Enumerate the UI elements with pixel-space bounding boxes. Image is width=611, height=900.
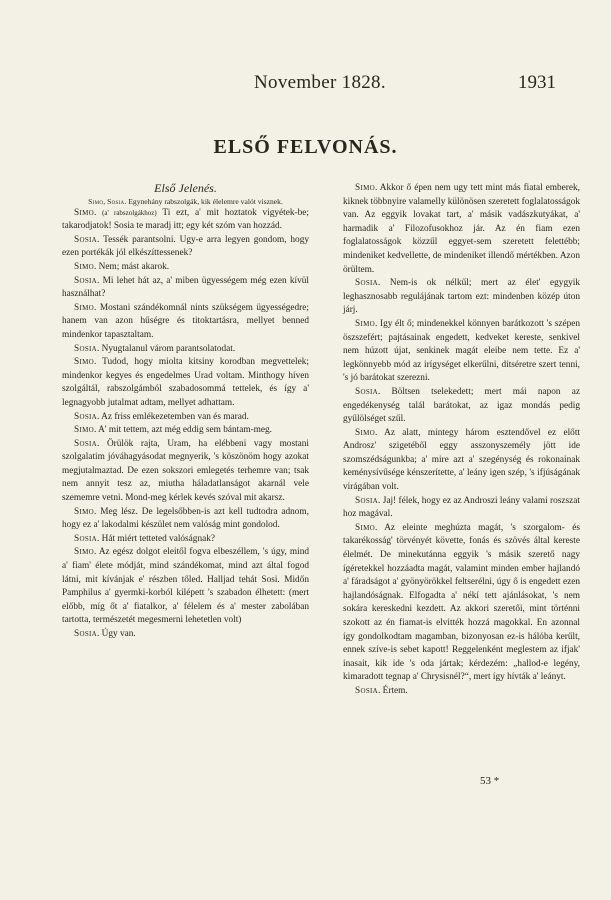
speaker-name: Sosia [355,278,379,289]
dialogue-text: Az eleinte meghúzta magát, 's szorgalom- és takarékosság' törvényét követte, fonás és szövés által kereste élelmét. De minekutánna eggyik 's másik szerető nagy ígéretekkel hozzáadta magát, valamint minden ember hajlandó a' fáradságot a' gyönyörökkel feltserélni, úgy ő is engedett ezen hajlandóságnak. Elfogadta a' nékí tett ajánlásokat, 's nem sokára kereskedni kezdett. Az akkori szeretői, mint történni szokott az én fiamat-is elvitték hozzá magokkal. En azonnal így gondolkodtam magamban, bizonyosan ez-is hálóba kerűlt, ennek szíve-is sebet kapott! Reggelenként meglestem az ifjak' inasait, kik ide 's oda jártak; kérdezém: „hallod-e legény, kimaradott tegnap a' Chrysisnél?“, mert így hívták a' leányt. [343,522,580,683]
dialogue-text: Meg lész. De legelsőbben-is azt kell tudtodra adnom, hogy ez a' lakodalmi készület nem valóság mint gondolod. [62,506,309,531]
speaker-name: Simo [355,318,375,329]
dialogue-paragraph: Sosia. Hát miért tetteted valóságnak? [74,533,215,544]
speaker-name: Simo [74,261,94,272]
dialogue-text: Akkor ő épen nem ugy tett mint más fiatal emberek, kiknek többnyire valamelly különösen szeretett foglalatosságok van. Az eggyik lovakat tart, a' másik vadászkutyákat, a' harmadik a' Filozofusokhoz jár. Az én fiam ezen foglalatosságok közzűl eggyet-sem szeretett felettébb; mindeniket kedvellette, de mindeniket illendő mértékben. Azon örültem. [343,183,580,275]
dialogue-paragraph: Sosia. Örülök rajta, Uram, ha elébbeni vagy mostani szolgalatim jóváhagyásodat megnyerik, 's köszönöm hogy azokat megjutalmaztad. De ezen sokszori emlegetés terhemre van; tsak nem annyit tesz az, miutha háladatlanságot akarnál vele szememre vetni. Mond-meg kérlek kevés szóval mit akarsz. [62,438,310,504]
dialogue-paragraph: Simo. Az alatt, mintegy három esztendővel ez előtt Androsz' szigetéből eggy asszonyszemély jött ide szomszédságunkba; a' mire azt a' szegénység és rokonainak keménysívűsége kénszerítette, a' leány igen szép, 's ifjúságának virágában volt. [343,427,580,493]
dialogue-paragraph: Simo. A' mit tettem, azt még eddig sem bántam-meg. [74,425,273,436]
speaker-name: Simo [74,425,94,436]
dialogue-paragraph: Simo. Az egész dolgot eleitől fogva elbeszéllem, 's úgy, mind a' fiam' élete módját, mind szándékomat, mind azt által fogod látni, mit kívánjak e' részben tőled. Halljad tehát Sosi. Midőn Pamphilus a' gyermki-korból kilépett 's szabadon élhetett: (mert előbb, míg őt a' fiatalkor, a' félelem és a' mester zabolában tartotta, természetét megesmerni lehetetlen volt) [62,547,309,626]
left-dialogue [62,207,309,642]
dialogue-paragraph: Simo. Tudod, hogy miolta kitsiny korodban megvettelek; mindenkor kegyes és engedelmes Urad voltam. Minthogy híven szolgáltál, rabszolgámból szabadosommá tettelek, és így a' legnagyobb jutalmat adtam, mellyet adhattam. [62,357,309,408]
dialogue-text: Mi lehet hát az, a' miben ügyességem még ezen kívül használhat? [62,275,309,300]
dialogue-text: Mostani szándékomnál nints szükségem ügyességedre; hanem van azon hűségre és titoktartásra, mellyet benned mindenkor tapasztaltam. [62,302,309,340]
speaker-name: Simo [74,547,94,558]
dialogue-text: Az egész dolgot eleitől fogva elbeszéllem, 's úgy, mind a' fiam' élete módját, mind szándékomat, mind azt által fogod látni, mit kívánjak e' részben tőled. Halljad tehát Sosi. Midőn Pamphilus a' gyermki-korból kilépett 's szabadon élhetett: (mert előbb, míg őt a' fiatalkor, a' félelem és a' mester zabolában tartotta, természetét megesmerni lehetetlen volt) [62,547,309,626]
dialogue-text: Nem-is ok nélkűl; mert az élet' egygyik leghasznosabb regulájának tartom ezt: mindenben közép úton járj. [343,278,580,316]
dialogue-paragraph: Simo. Az eleinte meghúzta magát, 's szorgalom- és takarékosság' törvényét követte, fonás és szövés által kereste élelmét. De minekutánna eggyik 's másik szerető nagy ígéretekkel hozzáadta magát, valamint minden ember hajlandó a' fáradságot a' gyönyörökkel feltserélni, úgy ő is engedett ezen hajlandóságnak. Elfogadta a' nékí tett ajánlásokat, 's nem sokára kereskedni kezdett. Az akkori szeretői, mint történni szokott az én fiamat-is elvitték hozzá magokkal. En azonnal így gondolkodtam magamban, bizonyosan ez-is hálóba kerűlt, ennek szíve-is sebet kapott! Reggelenként meglestem az ifjak' inasait, kik ide 's oda jártak; kérdezém: „hallod-e legény, kimaradott tegnap a' Chrysisnél?“, mert így hívták a' leányt. [343,522,580,683]
dialogue-paragraph: Simo. Igy élt ő; mindenekkel könnyen barátkozott 's szépen öszszefért; pajtásainak engedett, kedveket kereste, senkivel nem húzott újat, senkinek magát eleibe nem tette. Ez a' legkönnyebb mód az irígységet elkerűlni, ditséretre szert tenni, 's jó barátokat szerezni. [343,318,580,384]
dialogue-paragraph: Sosia. Értem. [355,685,408,696]
dialogue-paragraph: Sosia. Úgy van. [74,629,136,639]
dialogue-text: Hát miért tetteted valóságnak? [101,533,215,544]
cast-rest: . Egynehány rabszolgák, kik élelemre valót visznek. [124,196,283,206]
dialogue-paragraph: Sosia. Mi lehet hát az, a' miben ügyességem még ezen kívül használhat? [62,275,309,300]
speaker-name: Simo [355,427,375,438]
dialogue-text: Értem. [382,685,408,696]
speaker-name: Simo [355,183,375,193]
stage-direction: (a' rabszolgákhoz) [102,208,157,217]
cast-separator: , [103,196,108,206]
running-header-date: November 1828. [254,72,386,93]
dialogue-paragraph: Sosia. Tessék parantsolni. Ugy-e arra legyen gondom, hogy ezen portékák jól elkészíttessenek? [62,234,309,259]
page-number: 1931 [518,72,556,93]
dialogue-text: Ti ezt, a' mit hoztatok vigyétek-be; takarodjatok! Sosia te maradj itt; egy két szóm van hozzád. [62,207,309,232]
speaker-name: Simo [74,506,94,517]
speaker-name: Simo [74,207,94,218]
signature-mark: 53 * [480,775,500,787]
dialogue-paragraph: Sosia. Nyugtalanul várom parantsolatodat. [74,343,236,354]
dialogue-paragraph: Sosia. Nem-is ok nélkűl; mert az élet' egygyik leghasznosabb regulájának tartom ezt: mindenben közép úton járj. [343,278,580,316]
cast-simo: Simo [88,196,104,206]
speaker-name: Sosia [74,438,98,449]
dialogue-text: A' mit tettem, azt még eddig sem bántam-meg. [98,425,273,436]
dialogue-text: Az alatt, mintegy három esztendővel ez előtt Androsz' szigetéből eggy asszonyszemély jött ide szomszédságunkba; a' mire azt a' szegénység és rokonainak keménysívűsége kénszerítette, a' leány igen szép, 's ifjúságának virágában volt. [343,427,580,493]
dialogue-paragraph: Simo. Mostani szándékomnál nints szükségem ügyességedre; hanem van azon hűségre és titoktartásra, mellyet benned mindenkor tapasztaltam. [62,302,309,340]
act-title: ELSŐ FELVONÁS. [213,136,398,158]
right-column [343,182,580,699]
dialogue-text: Jaj! félek, hogy ez az Androszi leány valami roszszat hoz magával. [343,495,581,520]
speaker-name: Sosia [74,629,98,639]
speaker-name: Simo [74,302,94,313]
dialogue-paragraph: Sosia. Jaj! félek, hogy ez az Androszi leány valami roszszat hoz magával. [343,495,581,520]
scene-title: Első Jelenés. [154,181,217,195]
speaker-name: Sosia [74,343,98,354]
dialogue-paragraph: Simo. Meg lész. De legelsőbben-is azt kell tudtodra adnom, hogy ez a' lakodalmi készület nem valóság mint gondolod. [62,506,309,531]
dialogue-paragraph: Simo. Akkor ő épen nem ugy tett mint más fiatal emberek, kiknek többnyire valamelly különösen szeretett foglalatosságok van. Az eggyik lovakat tart, a' másik vadászkutyákat, a' harmadik a' Filozofusokhoz jár. Az én fiam ezen foglalatosságok közzűl eggyet-sem szeretett felettébb; mindeniket kedvellette, de mindeniket illendő mértékben. Azon örültem. [343,183,580,275]
dialogue-paragraph: Sosia. Böltsen tselekedett; mert mái napon az engedékenység talál barátokat, az igaz mondás pedig gyűlölséget szűl. [343,386,580,425]
speaker-name: Sosia [74,275,98,286]
dialogue-text: Tessék parantsolni. Ugy-e arra legyen gondom, hogy ezen portékák jól elkészíttessenek? [62,234,309,259]
speaker-name: Sosia [74,411,98,422]
dialogue-text: Az friss emlékezetemben van és marad. [101,411,249,422]
dialogue-text: Nem; mást akarok. [98,261,170,272]
left-column [62,182,309,642]
speaker-name: Sosia [355,685,379,696]
speaker-name: Simo [74,357,94,368]
dialogue-text: Úgy van. [101,629,136,639]
dialogue-paragraph: Sosia. Az friss emlékezetemben van és marad. [74,411,249,422]
dialogue-paragraph: Simo. Nem; mást akarok. [74,261,170,272]
dialogue-text: Igy élt ő; mindenekkel könnyen barátkozott 's szépen öszszefért; pajtásainak engedett, kedveket kereste, senkivel nem húzott újat, senkinek magát eleibe nem tette. Ez a' legkönnyebb mód az irígységet elkerűlni, ditséretre szert tenni, 's jó barátokat szerezni. [343,318,580,384]
speaker-name: Simo [355,522,375,533]
speaker-name: Sosia [355,386,379,397]
speaker-name: Sosia [74,234,98,245]
dialogue-text: Tudod, hogy miolta kitsiny korodban megvettelek; mindenkor kegyes és engedelmes Urad voltam. Minthogy híven szolgáltál, rabszolgámból szabadosommá tettelek, és így a' legnagyobb jutalmat adtam, mellyet adhattam. [62,357,309,408]
dialogue-text: Böltsen tselekedett; mert mái napon az engedékenység talál barátokat, az igaz mondás pedig gyűlölséget szűl. [343,386,580,425]
cast-list [62,196,309,207]
right-dialogue [343,182,580,699]
dialogue-text: Örülök rajta, Uram, ha elébbeni vagy mostani szolgalatim jóváhagyásodat megnyerik, 's köszönöm hogy azokat megjutalmaztad. De ezen sokszori emlegetés terhemre van; tsak nem annyit tesz az, miutha háladatlanságot akarnál vele szememre vetni. Mond-meg kérlek kevés szóval mit akarsz. [62,438,310,504]
speaker-name: Sosia [355,495,379,506]
dialogue-paragraph: Simo. (a' rabszolgákhoz) Ti ezt, a' mit hoztatok vigyétek-be; takarodjatok! Sosia te maradj itt; egy két szóm van hozzád. [62,207,309,232]
dialogue-text: Nyugtalanul várom parantsolatodat. [101,343,236,354]
speaker-name: Sosia [74,533,98,544]
cast-sosia: Sosia [107,196,125,206]
